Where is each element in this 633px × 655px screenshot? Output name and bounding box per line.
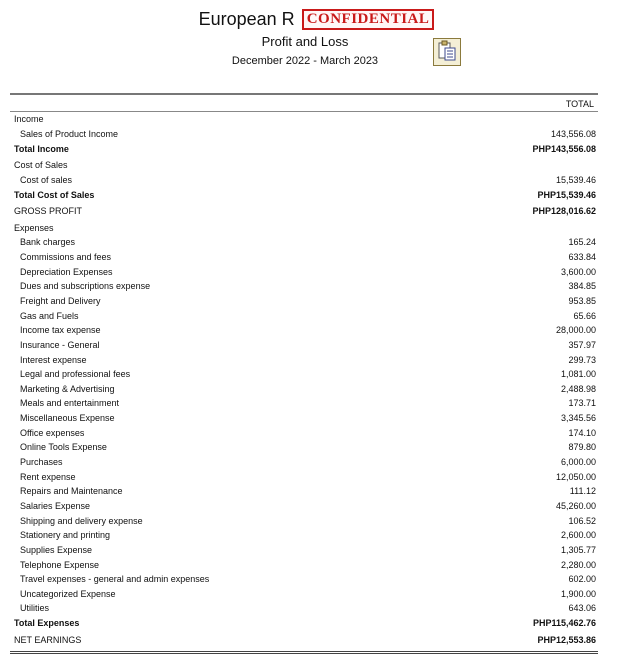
- total-column-header: TOTAL: [10, 97, 598, 112]
- table-row: [10, 158, 598, 173]
- row-label: Cost of sales: [20, 174, 73, 185]
- row-label: Travel expenses - general and admin expenses: [20, 574, 210, 585]
- table-row: [10, 338, 598, 353]
- row-label: Commissions and fees: [20, 252, 112, 263]
- company-name: European R: [198, 9, 295, 30]
- table-row: [10, 220, 598, 235]
- row-label: Supplies Expense: [20, 544, 93, 555]
- row-amount: 643.06: [568, 603, 596, 614]
- row-label: Uncategorized Expense: [20, 588, 116, 599]
- table-row: [10, 173, 598, 188]
- row-amount: 45,260.00: [555, 500, 596, 511]
- row-amount: PHP12,553.86: [537, 634, 596, 645]
- row-amount: 106.52: [568, 515, 596, 526]
- row-label: Freight and Delivery: [20, 296, 101, 306]
- report-period: December 2022 - March 2023: [231, 55, 379, 67]
- row-amount: 633.84: [568, 252, 596, 263]
- row-label: NET EARNINGS: [14, 634, 82, 645]
- row-amount: 879.80: [568, 442, 596, 453]
- row-label: Rent expense: [20, 471, 76, 482]
- table-row: [10, 543, 598, 558]
- table-row: [10, 469, 598, 484]
- row-label: Shipping and delivery expense: [20, 515, 143, 526]
- row-label: Dues and subscriptions expense: [20, 281, 151, 292]
- row-amount: 143,556.08: [550, 128, 596, 139]
- table-row: [10, 308, 598, 323]
- table-row: [10, 601, 598, 616]
- row-label: Expenses: [14, 222, 54, 233]
- table-row: [10, 382, 598, 397]
- row-amount: 1,900.00: [560, 588, 596, 599]
- report-rows: [10, 112, 598, 647]
- table-row: [10, 141, 598, 156]
- table-row: [10, 513, 598, 528]
- row-label: Depreciation Expenses: [20, 266, 113, 277]
- table-row: [10, 396, 598, 411]
- table-row: [10, 112, 598, 127]
- row-amount: 165.24: [568, 237, 596, 248]
- profit-loss-table: [10, 93, 598, 654]
- table-row: [10, 187, 598, 202]
- row-label: GROSS PROFIT: [14, 206, 83, 217]
- row-label: Cost of Sales: [14, 160, 68, 171]
- row-amount: 2,488.98: [560, 383, 596, 394]
- row-amount: 602.00: [568, 574, 596, 585]
- row-label: Miscellaneous Expense: [20, 413, 115, 424]
- table-row: [10, 616, 598, 631]
- row-label: Utilities: [20, 603, 50, 614]
- row-amount: 3,600.00: [560, 266, 596, 277]
- row-label: Insurance - General: [20, 339, 100, 350]
- table-row: [10, 499, 598, 514]
- row-amount: PHP115,462.76: [532, 618, 596, 629]
- row-amount: 299.73: [568, 354, 596, 365]
- table-row: [10, 455, 598, 470]
- row-amount: 2,280.00: [560, 559, 596, 570]
- row-label: Total Expenses: [14, 618, 80, 629]
- row-label: Total Cost of Sales: [14, 189, 95, 200]
- table-bottom-rule: [10, 651, 598, 654]
- row-amount: 384.85: [568, 281, 596, 292]
- company-title-line: [0, 7, 633, 30]
- row-amount: 1,081.00: [560, 369, 596, 380]
- row-label: Purchases: [20, 457, 63, 468]
- table-row: [10, 411, 598, 426]
- row-label: Sales of Product Income: [20, 128, 119, 139]
- row-label: Total Income: [14, 143, 69, 154]
- table-row: [10, 294, 598, 309]
- table-row: [10, 557, 598, 572]
- table-row: [10, 323, 598, 338]
- row-label: Interest expense: [20, 354, 87, 365]
- report-header: [0, 0, 633, 90]
- clipboard-icon[interactable]: [433, 38, 461, 66]
- table-row: [10, 279, 598, 294]
- table-row: [10, 572, 598, 587]
- row-amount: 15,539.46: [555, 174, 596, 185]
- row-label: Income: [14, 114, 44, 125]
- row-amount: 953.85: [568, 296, 596, 306]
- row-label: Legal and professional fees: [20, 369, 131, 380]
- row-amount: 111.12: [569, 486, 596, 497]
- table-row: [10, 632, 598, 647]
- row-label: Salaries Expense: [20, 500, 91, 511]
- row-label: Marketing & Advertising: [20, 383, 115, 394]
- row-amount: PHP128,016.62: [532, 206, 596, 217]
- row-amount: 173.71: [568, 398, 596, 409]
- table-row: [10, 352, 598, 367]
- row-amount: 174.10: [568, 427, 596, 438]
- row-label: Online Tools Expense: [20, 442, 107, 453]
- table-row: [10, 440, 598, 455]
- row-label: Bank charges: [20, 237, 76, 248]
- table-row: [10, 127, 598, 142]
- table-top-rule: [10, 93, 598, 95]
- row-label: Repairs and Maintenance: [20, 486, 123, 497]
- confidential-stamp: CONFIDENTIAL: [302, 9, 435, 30]
- table-row: [10, 235, 598, 250]
- row-label: Telephone Expense: [20, 559, 100, 570]
- table-row: [10, 587, 598, 602]
- row-amount: 28,000.00: [555, 325, 596, 336]
- row-amount: 2,600.00: [560, 530, 596, 541]
- table-row: [10, 484, 598, 499]
- row-amount: 12,050.00: [555, 471, 596, 482]
- row-label: Meals and entertainment: [20, 398, 120, 409]
- row-amount: 6,000.00: [560, 457, 596, 468]
- row-amount: 1,305.77: [560, 544, 596, 555]
- row-label: Office expenses: [20, 427, 85, 438]
- table-row: [10, 528, 598, 543]
- table-row: [10, 425, 598, 440]
- row-label: Stationery and printing: [20, 530, 111, 541]
- row-label: Gas and Fuels: [20, 310, 79, 321]
- row-amount: 65.66: [573, 310, 596, 321]
- row-label: Income tax expense: [20, 325, 101, 336]
- table-row: [10, 250, 598, 265]
- row-amount: PHP143,556.08: [532, 143, 596, 154]
- row-amount: 3,345.56: [560, 413, 596, 424]
- table-row: [10, 204, 598, 219]
- table-row: [10, 264, 598, 279]
- report-title: Profit and Loss: [261, 34, 349, 49]
- row-amount: 357.97: [568, 339, 596, 350]
- table-row: [10, 367, 598, 382]
- row-amount: PHP15,539.46: [537, 189, 596, 200]
